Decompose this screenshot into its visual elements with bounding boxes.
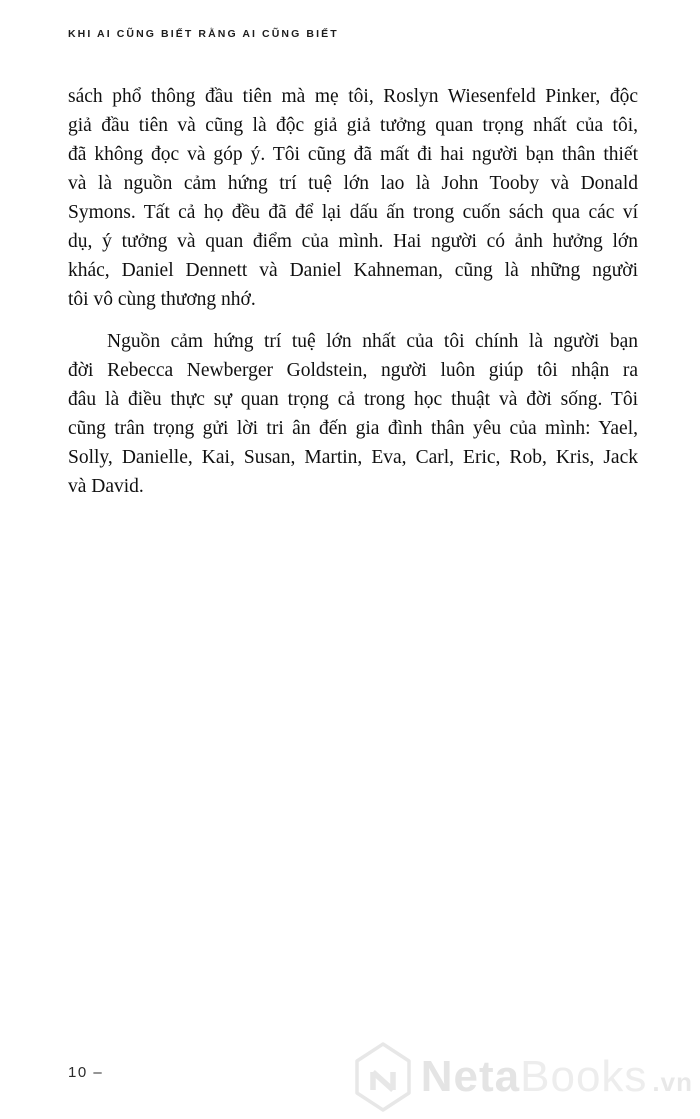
watermark-text (421, 1052, 693, 1102)
text-line: khác, Daniel Dennett và Daniel Kahneman, cũng là những người (68, 260, 638, 281)
paragraph (68, 327, 638, 501)
text-line: dụ, ý tưởng và quan điểm của mình. Hai người có ảnh hưởng lớn (68, 231, 638, 252)
page-number: 10 – (68, 1064, 104, 1081)
watermark-brand-secondary: Books (520, 1052, 648, 1101)
text-line: tôi vô cùng thương nhớ. (68, 289, 256, 310)
text-line: Solly, Danielle, Kai, Susan, Martin, Eva, Carl, Eric, Rob, Kris, Jack (68, 447, 638, 468)
netabooks-watermark (354, 1040, 693, 1114)
text-line: và David. (68, 476, 144, 497)
watermark-domain-suffix: .vn (652, 1067, 693, 1097)
text-line: giả đầu tiên và cũng là độc giả giả tưởng quan trọng nhất của tôi, (68, 115, 638, 136)
page-body (68, 82, 638, 501)
netabooks-hexagon-n-icon (354, 1041, 412, 1113)
paragraph (68, 82, 638, 314)
text-line: đâu là điều thực sự quan trọng cả trong học thuật và đời sống. Tôi (68, 389, 638, 410)
running-head: KHI AI CŨNG BIẾT RẰNG AI CŨNG BIẾT (68, 28, 339, 40)
text-line: sách phổ thông đầu tiên mà mẹ tôi, Roslyn Wiesenfeld Pinker, độc (68, 86, 638, 107)
text-line: đã không đọc và góp ý. Tôi cũng đã mất đi hai người bạn thân thiết (68, 144, 638, 165)
text-line: đời Rebecca Newberger Goldstein, người luôn giúp tôi nhận ra (68, 360, 638, 381)
watermark-brand-primary: Neta (420, 1052, 521, 1101)
text-line: Nguồn cảm hứng trí tuệ lớn nhất của tôi chính là người bạn (107, 331, 638, 352)
text-line: cũng trân trọng gửi lời tri ân đến gia đình thân yêu của mình: Yael, (68, 418, 638, 439)
text-line: và là nguồn cảm hứng trí tuệ lớn lao là John Tooby và Donald (68, 173, 638, 194)
text-line: Symons. Tất cả họ đều đã để lại dấu ấn trong cuốn sách qua các ví (68, 202, 638, 223)
